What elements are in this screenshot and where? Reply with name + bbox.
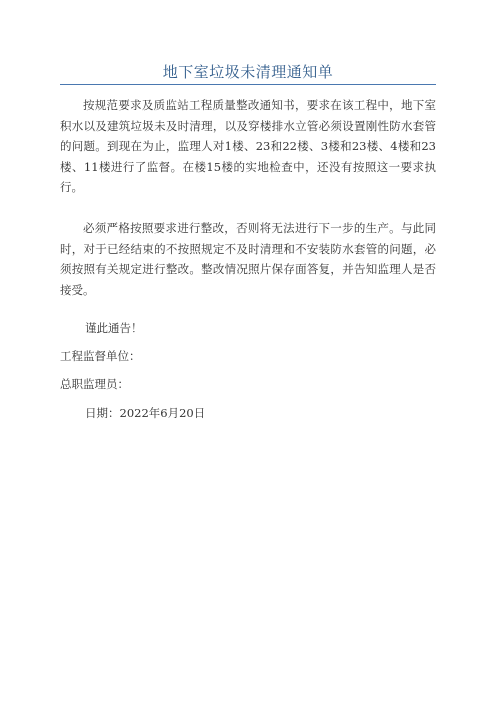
chief-supervisor-label: 总职监理员：	[60, 377, 129, 391]
document-title: 地下室垃圾未清理通知单	[162, 63, 334, 81]
body-paragraph-1: 按规范要求及质监站工程质量整改通知书，要求在该工程中，地下室积水以及建筑垃圾未及时清理，以及穿楼排水立管必须设置刚性防水套管的问题。到现在为止，监理人对1楼、23和22楼、3楼和23楼、4楼和23楼、11楼进行了监督。在楼15楼的实地检查中，还没有按照这一要求执行。	[60, 98, 436, 194]
title-underline	[60, 84, 436, 85]
closing-line: 谨此通告！	[85, 321, 143, 335]
date-line: 日期：2022年6月20日	[85, 406, 206, 420]
body-paragraph-2: 必须严格按照要求进行整改，否则将无法进行下一步的生产。与此同时，对于已经结束的不按照规定不及时清理和不安装防水套管的问题，必须按照有关规定进行整改。整改情况照片保存面答复，并告知监理人是否接受。	[60, 221, 436, 297]
supervision-unit-label: 工程监督单位：	[60, 349, 141, 363]
